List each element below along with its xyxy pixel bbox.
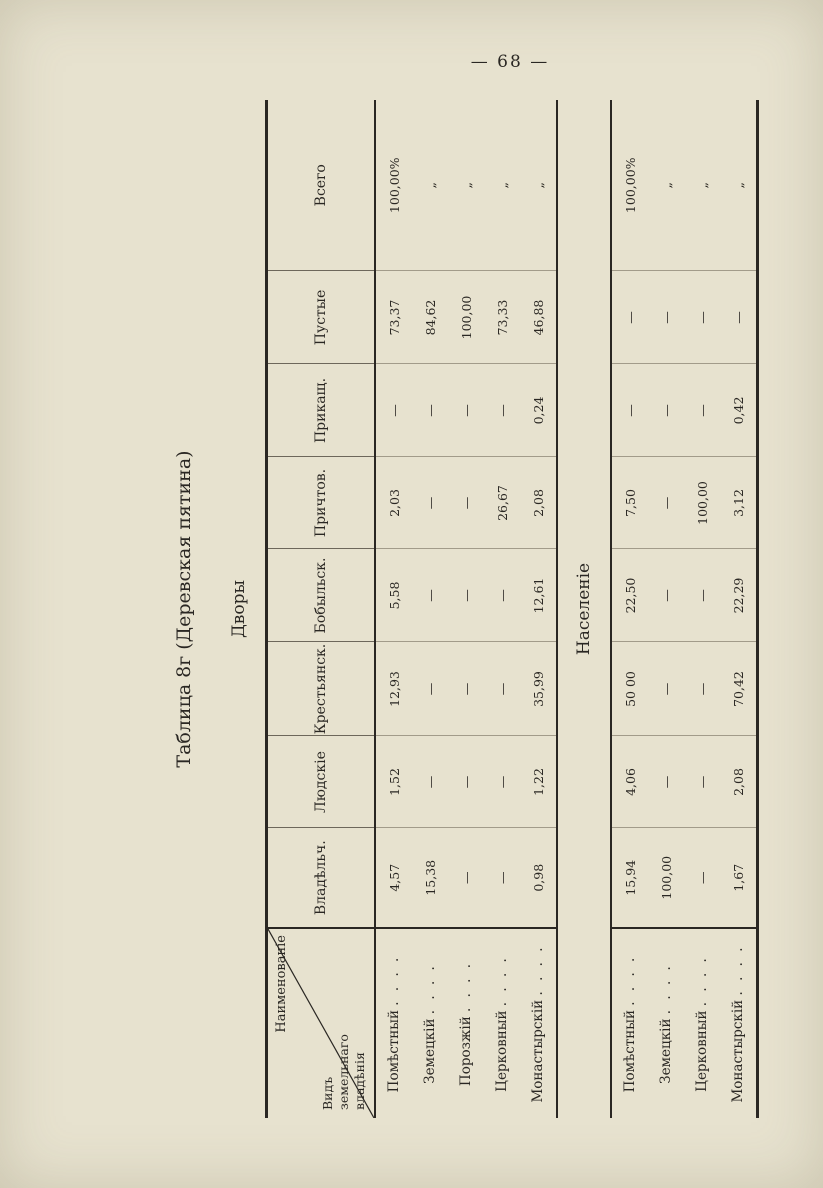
table-cell: 100,00% bbox=[611, 100, 648, 271]
leader-dots: . . . . bbox=[530, 944, 546, 996]
table-cell: 73,37 bbox=[375, 271, 412, 364]
table-cell: 2,08 bbox=[520, 457, 557, 549]
table-row bbox=[720, 100, 756, 1118]
table-row bbox=[375, 100, 412, 1118]
stub-top-label: Наименованіе bbox=[274, 935, 289, 1033]
leader-dots: . . . . bbox=[386, 954, 402, 1006]
table-cell: 100,00 bbox=[448, 271, 484, 364]
table-cell: 7,50 bbox=[611, 457, 648, 549]
section-label: Населеніе bbox=[557, 100, 611, 1118]
table-cell: — bbox=[412, 457, 448, 549]
section-row bbox=[557, 100, 611, 1118]
table-cell: 70,42 bbox=[720, 642, 756, 736]
row-name-text: Земецкій bbox=[658, 1018, 674, 1084]
table-cell: — bbox=[412, 364, 448, 457]
row-name bbox=[684, 928, 720, 1118]
row-name-text: Церковный bbox=[694, 1010, 710, 1092]
row-name-text: Порозжій bbox=[458, 1016, 474, 1087]
table-cell: — bbox=[484, 642, 520, 736]
row-name bbox=[648, 928, 684, 1118]
table-row bbox=[648, 100, 684, 1118]
table-cell: — bbox=[611, 271, 648, 364]
column-header: Людскіе bbox=[268, 736, 375, 828]
table-body bbox=[267, 100, 758, 1118]
leader-dots: . . . . bbox=[494, 955, 510, 1007]
table-cell: 15,38 bbox=[412, 828, 448, 928]
table-cell: — bbox=[484, 364, 520, 457]
rotated-table-area bbox=[165, 100, 815, 1118]
column-header: Крестьянск. bbox=[268, 642, 375, 736]
table-cell: 4,57 bbox=[375, 828, 412, 928]
page-number: — 68 — bbox=[470, 52, 550, 72]
table-cell: — bbox=[484, 828, 520, 928]
table-cell: „ bbox=[412, 100, 448, 271]
table-cell: — bbox=[611, 364, 648, 457]
row-name bbox=[448, 928, 484, 1118]
table-row bbox=[684, 100, 720, 1118]
row-name bbox=[520, 928, 557, 1118]
table-cell: „ bbox=[720, 100, 756, 271]
table-cell: 100,00% bbox=[375, 100, 412, 271]
table-cell: 1,22 bbox=[520, 736, 557, 828]
stub-line: земельнаго bbox=[336, 1034, 351, 1110]
table-cell: — bbox=[684, 549, 720, 642]
header-row bbox=[268, 100, 375, 1118]
table-cell: 0,98 bbox=[520, 828, 557, 928]
table-cell: — bbox=[484, 549, 520, 642]
table-row bbox=[611, 100, 648, 1118]
table-cell: — bbox=[684, 271, 720, 364]
table-cell: 1,67 bbox=[720, 828, 756, 928]
table-cell: „ bbox=[684, 100, 720, 271]
table-cell: — bbox=[412, 549, 448, 642]
table-cell: — bbox=[448, 736, 484, 828]
table-cell: 0,24 bbox=[520, 364, 557, 457]
leader-dots: . . . . bbox=[694, 955, 710, 1007]
table-cell: 35,99 bbox=[520, 642, 557, 736]
row-name-text: Церковный bbox=[494, 1010, 510, 1092]
table-cell: — bbox=[448, 457, 484, 549]
table-cell: — bbox=[684, 642, 720, 736]
table-cell: 12,61 bbox=[520, 549, 557, 642]
table-cell: 22,50 bbox=[611, 549, 648, 642]
table-cell: 84,62 bbox=[412, 271, 448, 364]
table-cell: — bbox=[648, 364, 684, 457]
table-cell: 22,29 bbox=[720, 549, 756, 642]
table-cell: 2,03 bbox=[375, 457, 412, 549]
table-cell: 26,67 bbox=[484, 457, 520, 549]
row-name-text: Земецкій bbox=[422, 1018, 438, 1084]
table-row bbox=[484, 100, 520, 1118]
leader-dots: . . . . bbox=[622, 954, 638, 1006]
column-header: Владѣльч. bbox=[268, 828, 375, 928]
table-cell: 4,06 bbox=[611, 736, 648, 828]
row-name bbox=[720, 928, 756, 1118]
leader-dots: . . . . bbox=[458, 960, 474, 1012]
table-cell: 73,33 bbox=[484, 271, 520, 364]
table-cell: — bbox=[448, 364, 484, 457]
table-cell: 1,52 bbox=[375, 736, 412, 828]
table-cell: — bbox=[720, 271, 756, 364]
column-header: Пустые bbox=[268, 271, 375, 364]
table-cell: — bbox=[375, 364, 412, 457]
stub-line: владѣнія bbox=[352, 1052, 367, 1110]
row-name-text: Монастырскій bbox=[730, 999, 746, 1103]
row-name-text: Помѣстный bbox=[386, 1010, 402, 1093]
table-cell: 0,42 bbox=[720, 364, 756, 457]
row-name bbox=[611, 928, 648, 1118]
table-cell: — bbox=[648, 736, 684, 828]
table-cell: — bbox=[684, 828, 720, 928]
table-cell: — bbox=[648, 271, 684, 364]
table-cell: 46,88 bbox=[520, 271, 557, 364]
column-header: Всего bbox=[268, 100, 375, 271]
table-cell: — bbox=[684, 736, 720, 828]
column-header: Прикащ. bbox=[268, 364, 375, 457]
table-cell: 3,12 bbox=[720, 457, 756, 549]
column-header: Бобыльск. bbox=[268, 549, 375, 642]
leader-dots: . . . . bbox=[658, 963, 674, 1015]
table-cell: — bbox=[484, 736, 520, 828]
table-cell: — bbox=[412, 642, 448, 736]
stub-line: Видъ bbox=[320, 1076, 335, 1110]
table-cell: — bbox=[448, 828, 484, 928]
leader-dots: . . . . bbox=[422, 963, 438, 1015]
row-name-text: Монастырскій bbox=[530, 999, 546, 1103]
table-cell: „ bbox=[484, 100, 520, 271]
table-title: Таблица 8г (Деревская пятина) bbox=[173, 450, 195, 768]
table-row bbox=[448, 100, 484, 1118]
table-cell: — bbox=[412, 736, 448, 828]
table-cell: 100,00 bbox=[648, 828, 684, 928]
column-header: Причтов. bbox=[268, 457, 375, 549]
row-name bbox=[484, 928, 520, 1118]
table-cell: 15,94 bbox=[611, 828, 648, 928]
table-subtitle: Дворы bbox=[229, 579, 249, 639]
table-cell: — bbox=[648, 549, 684, 642]
table-cell: „ bbox=[448, 100, 484, 271]
row-name bbox=[375, 928, 412, 1118]
stub-bottom-label bbox=[320, 1034, 368, 1110]
table-row bbox=[412, 100, 448, 1118]
table-cell: — bbox=[648, 457, 684, 549]
stub-header bbox=[268, 928, 375, 1118]
table-cell: — bbox=[448, 549, 484, 642]
table-cell: „ bbox=[520, 100, 557, 271]
leader-dots: . . . . bbox=[730, 944, 746, 996]
table-cell: 12,93 bbox=[375, 642, 412, 736]
table-cell: 5,58 bbox=[375, 549, 412, 642]
row-name-text: Помѣстный bbox=[622, 1010, 638, 1093]
statistics-table bbox=[265, 100, 759, 1118]
table-cell: 100,00 bbox=[684, 457, 720, 549]
table-cell: 50 00 bbox=[611, 642, 648, 736]
row-name bbox=[412, 928, 448, 1118]
table-cell: 2,08 bbox=[720, 736, 756, 828]
table-row bbox=[520, 100, 557, 1118]
table-cell: — bbox=[684, 364, 720, 457]
table-cell: — bbox=[448, 642, 484, 736]
table-cell: — bbox=[648, 642, 684, 736]
bottom-rule bbox=[756, 100, 758, 1118]
table-cell: „ bbox=[648, 100, 684, 271]
